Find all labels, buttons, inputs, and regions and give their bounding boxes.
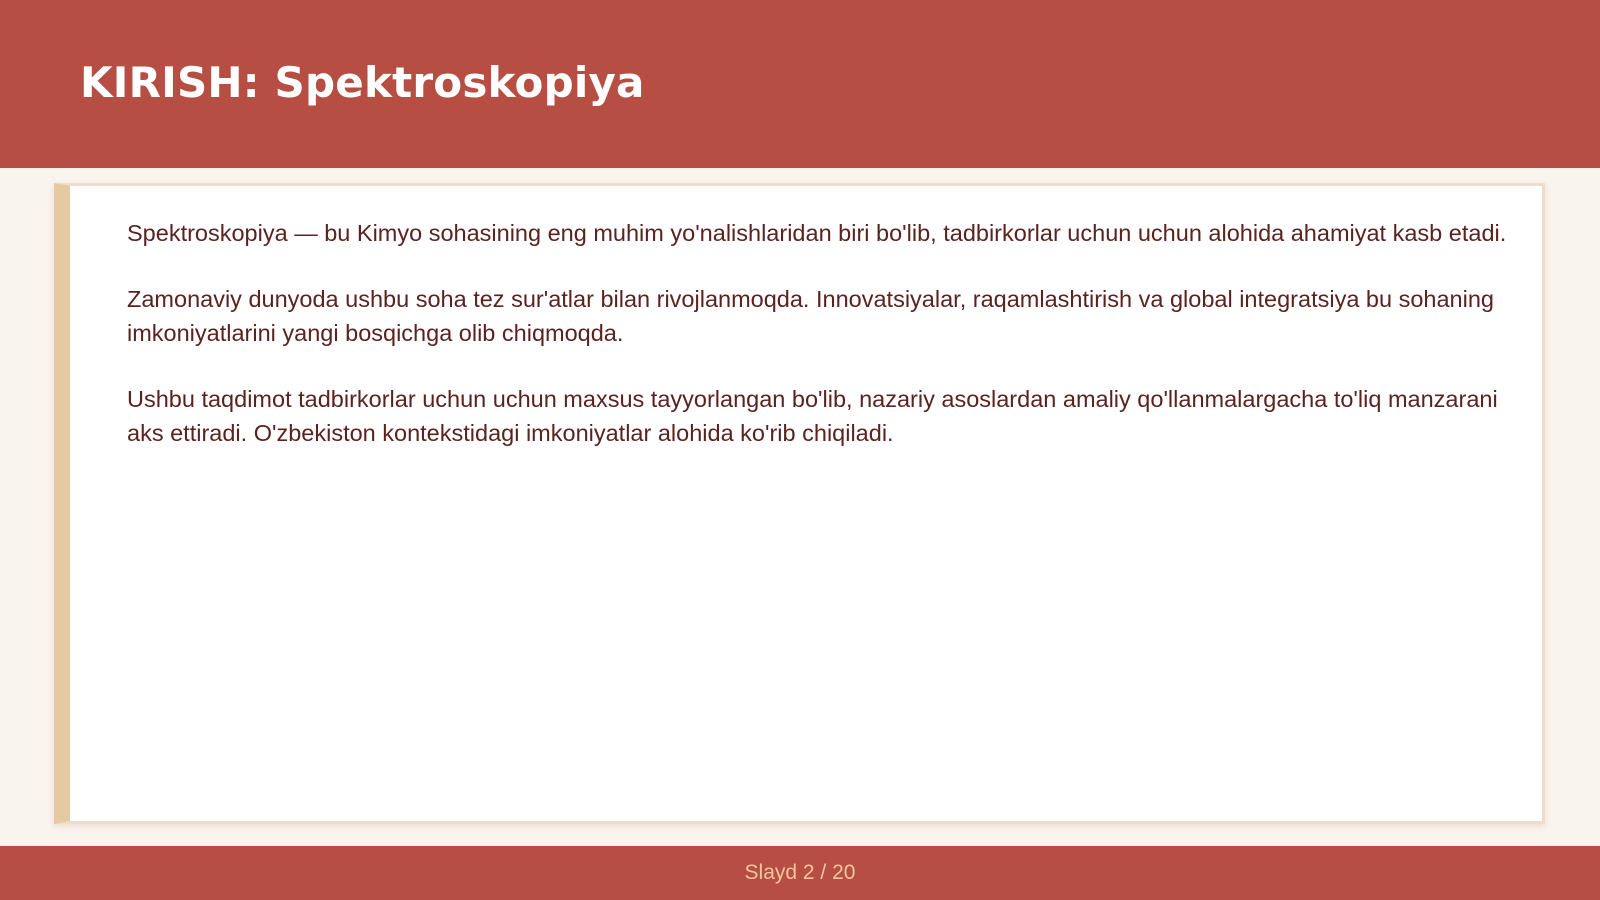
paragraph-intro: Spektroskopiya — bu Kimyo sohasining eng muhim yo'nalishlaridan biri bo'lib, tadbirkorlar uchun uchun alohida ahamiyat kasb etadi. <box>127 220 1507 246</box>
paragraph-presentation: Ushbu taqdimot tadbirkorlar uchun uchun maxsus tayyorlangan bo'lib, nazariy asoslardan amaliy qo'llanmalargacha to'liq manzarani aks ettiradi. O'zbekiston kontekstidagi imkoniyatlar alohida ko'rib chiqiladi. <box>127 386 1498 446</box>
paragraph-modern-world: Zamonaviy dunyoda ushbu soha tez sur'atlar bilan rivojlanmoqda. Innovatsiyalar, raqamlashtirish va global integratsiya bu sohaning imkoniyatlarini yangi bosqichga olib chiqmoqda. <box>127 286 1494 346</box>
slide-number: Slayd 2 / 20 <box>744 861 856 884</box>
slide-title: KIRISH: Spektroskopiya <box>80 58 645 107</box>
content-card <box>54 183 1545 824</box>
slide-header <box>0 0 1600 168</box>
slide-footer <box>0 846 1600 900</box>
content-body <box>127 216 1522 482</box>
